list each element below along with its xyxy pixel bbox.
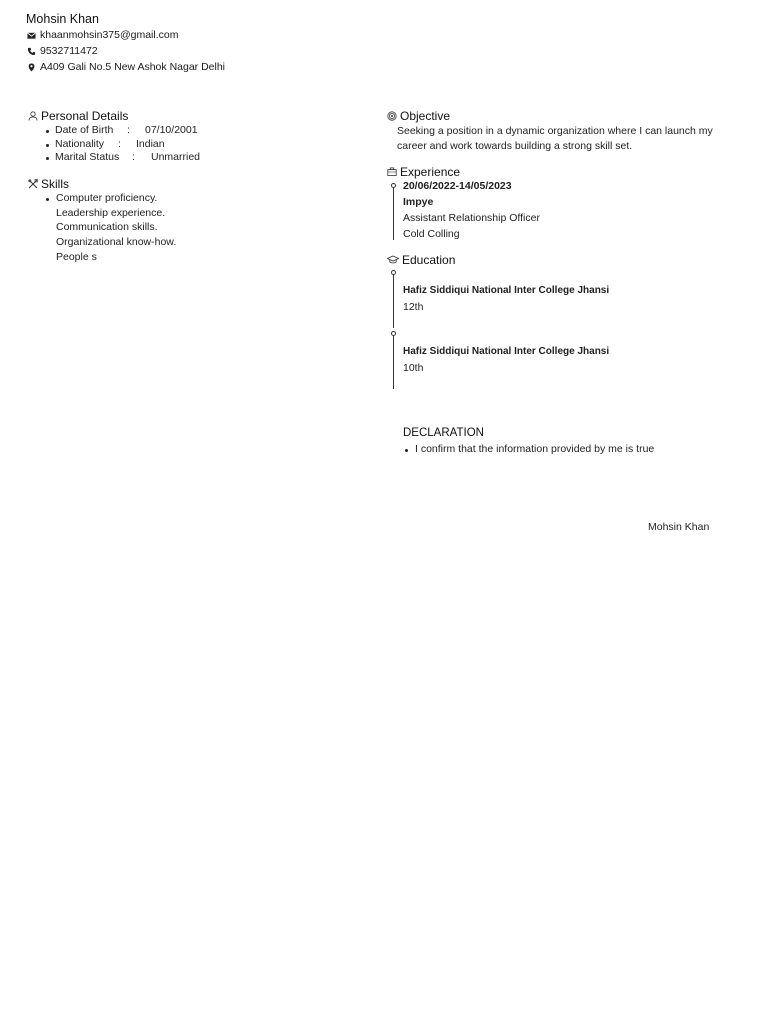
experience-role: Assistant Relationship Officer	[403, 212, 540, 224]
pd-marital-label: Marital Status	[55, 151, 120, 163]
address-text: A409 Gali No.5 New Ashok Nagar Delhi	[40, 61, 226, 73]
map-pin-icon	[27, 63, 36, 72]
timeline-line	[393, 188, 394, 240]
objective-line: Seeking a position in a dynamic organization where I can launch my	[397, 125, 713, 137]
bullet	[46, 144, 49, 147]
phone-text: 9532711472	[40, 45, 98, 57]
personal-details-title: Personal Details	[41, 109, 129, 123]
experience-detail: Cold Colling	[403, 228, 460, 240]
objective-line: career and work towards building a strong skill set.	[397, 140, 633, 152]
education-level: 10th	[403, 362, 424, 374]
pd-nationality-sep: :	[118, 138, 121, 150]
email-text: khaanmohsin375@gmail.com	[40, 29, 179, 41]
pd-dob-value: 07/10/2001	[145, 124, 198, 136]
timeline-line	[393, 336, 394, 389]
bullet	[405, 449, 408, 452]
skills-heading	[28, 177, 69, 191]
address-line	[27, 61, 225, 73]
experience-heading	[387, 165, 460, 179]
graduation-cap-icon	[387, 255, 399, 265]
education-school: Hafiz Siddiqui National Inter College Jhansi	[403, 346, 610, 357]
bullet	[46, 157, 49, 160]
user-icon	[28, 111, 38, 121]
skill-line: Communication skills.	[56, 221, 158, 233]
skill-line: Organizational know-how.	[56, 236, 177, 248]
tools-icon	[28, 179, 38, 189]
declaration-text: I confirm that the information provided by me is true	[415, 443, 655, 455]
briefcase-icon	[387, 167, 397, 177]
skill-line: Leadership experience.	[56, 207, 166, 219]
signature-name: Mohsin Khan	[648, 521, 710, 533]
skill-line: People s	[56, 251, 97, 263]
education-title: Education	[402, 253, 456, 267]
envelope-icon	[27, 31, 36, 40]
education-school: Hafiz Siddiqui National Inter College Jhansi	[403, 285, 610, 296]
candidate-name: Mohsin Khan	[26, 12, 99, 26]
objective-heading	[387, 109, 450, 123]
pd-nationality-label: Nationality	[55, 138, 105, 150]
bullet	[46, 130, 49, 133]
pd-dob-sep: :	[127, 124, 130, 136]
pd-dob-label: Date of Birth	[55, 124, 114, 136]
objective-title: Objective	[400, 109, 451, 123]
phone-line	[27, 45, 98, 57]
bullet	[46, 198, 49, 201]
declaration-title: DECLARATION	[403, 427, 484, 439]
experience-company: Impye	[403, 196, 434, 208]
phone-icon	[27, 47, 36, 56]
skill-line: Computer proficiency.	[56, 192, 158, 204]
pd-nationality-value: Indian	[136, 138, 165, 150]
education-heading	[387, 253, 455, 267]
email-line	[27, 29, 178, 41]
education-level: 12th	[403, 301, 424, 313]
skills-title: Skills	[41, 177, 70, 191]
experience-title: Experience	[400, 165, 461, 179]
personal-details-heading	[28, 109, 128, 123]
target-icon	[387, 111, 397, 121]
timeline-line	[393, 275, 394, 328]
pd-marital-value: Unmarried	[151, 151, 201, 163]
pd-marital-sep: :	[132, 151, 135, 163]
experience-dates: 20/06/2022-14/05/2023	[403, 180, 512, 192]
